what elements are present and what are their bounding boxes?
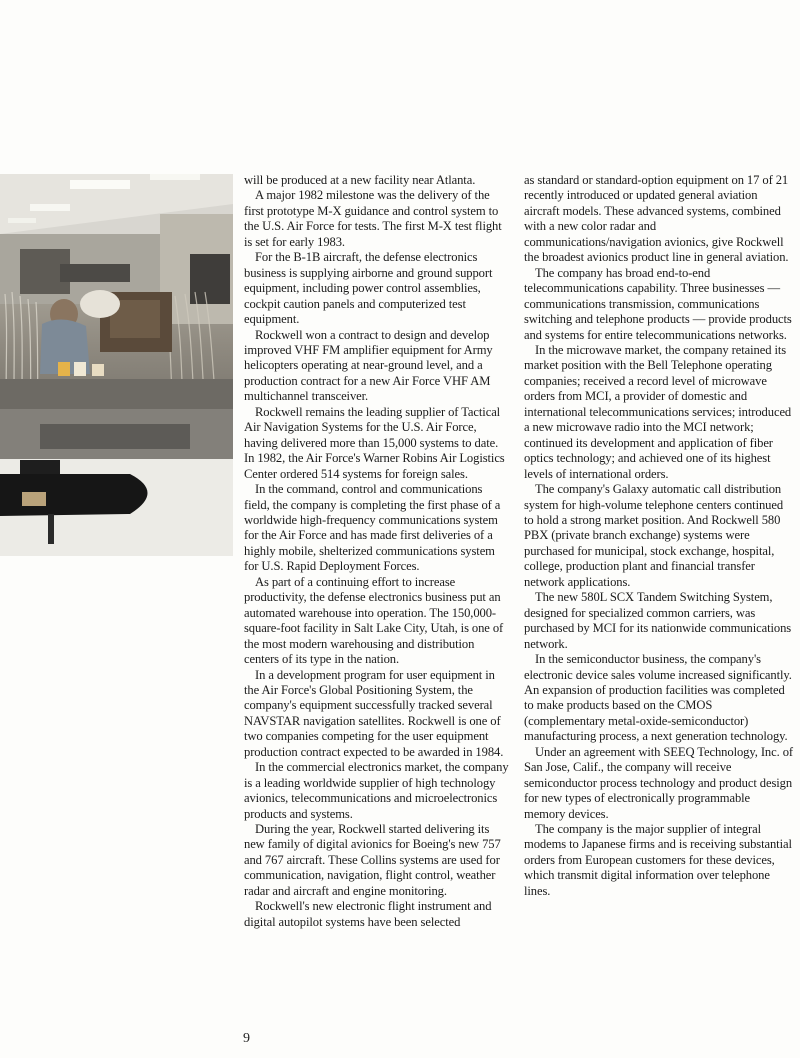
paragraph: In a development program for user equipment in the Air Force's Global Positioning System, the company's equipment successfully tracked several NAVSTAR navigation satellites. Rockwell is one of two companies competing for the user equipment production contract expected to be awarded in 1984. (244, 667, 504, 759)
paragraph: Rockwell won a contract to design and develop improved VHF FM amplifier equipment for Army helicopters operating at near-ground level, and a production contract for a new Air Force VHF AM multichannel transceiver. (244, 327, 493, 404)
paragraph: The company is the major supplier of integral modems to Japanese firms and is receiving substantial orders from European customers for these devices, which transmit digital information over telephone lines. (524, 822, 792, 898)
paragraph: In the semiconductor business, the company's electronic device sales volume increased significantly. An expansion of production facilities was completed to make products based on the CMOS (complementary metal-oxide-semiconductor) manufacturing process, a next generation technology. (524, 652, 792, 744)
paragraph: as standard or standard-option equipment on 17 of 21 recently introduced or updated general aviation aircraft models. These advanced systems, combined with a new color radar and communications/navigation avionics, give Rockwell the broadest avionics product line in general aviation. (524, 173, 789, 265)
paragraph: The new 580L SCX Tandem Switching System, designed for specialized common carriers, was purchased by MCI for its nationwide communications network. (524, 590, 792, 651)
paragraph: Rockwell's new electronic flight instrument and digital autopilot systems have been selected (244, 899, 492, 929)
paragraph: In the command, control and communications field, the company is completing the first phase of a worldwide high-frequency communications system for the Air Force and has made first deliveries of a highly mobile, shelterized communications system for U.S. Rapid Deployment Forces. (244, 482, 501, 574)
paragraph: The company's Galaxy automatic call distribution system for high-volume telephone centers continued to hold a strong market position. And Rockwell 580 PBX (private branch exchange) systems were purchased for municipal, stock exchange, hospital, college, production plant and financial transfer network applications. (524, 482, 784, 589)
paragraph: During the year, Rockwell started delivering its new family of digital avionics for Boeing's new 757 and 767 aircraft. These Collins systems are used for communication, navigation, flight control, weather radar and aircraft and engine monitoring. (244, 822, 501, 898)
page-number: 9 (243, 1031, 250, 1046)
paragraph: In the microwave market, the company retained its market position with the Bell Telephone operating companies; received a record level of microwave orders from MCI, a provider of domestic and international telecommunications services; introduced a new microwave radio into the MCI network; continued its development and application of fiber optics technology; and achieved one of its highest levels of international orders. (524, 342, 792, 481)
text-column-right (524, 173, 794, 899)
factory-photo (0, 174, 233, 556)
paragraph: As part of a continuing effort to increase productivity, the defense electronics business put an automated warehouse into operation. The 150,000-square-foot facility in Salt Lake City, Utah, is one of the most modern warehousing and distribution centers of its type in the nation. (244, 574, 504, 667)
paragraph: Under an agreement with SEEQ Technology, Inc. of San Jose, Calif., the company will receive semiconductor process technology and product design for new types of electronically programmable memory devices. (524, 744, 794, 821)
paragraph: In the commercial electronics market, the company is a leading worldwide supplier of high technology avionics, telecommunications and microelectronics products and systems. (244, 760, 509, 821)
paragraph: For the B-1B aircraft, the defense electronics business is supplying airborne and ground support equipment, including power control assemblies, cockpit caution panels and computerized test equipment. (244, 250, 493, 327)
paragraph: A major 1982 milestone was the delivery of the first prototype M-X guidance and control system to the U.S. Air Force for tests. The first M-X test flight is set for early 1983. (244, 188, 502, 249)
paragraph: Rockwell remains the leading supplier of Tactical Air Navigation Systems for the U.S. Air Force, having delivered more than 15,000 systems to date. In 1982, the Air Force's Warner Robins Air Logistics Center ordered 514 systems for foreign sales. (244, 404, 505, 481)
paragraph: will be produced at a new facility near Atlanta. (244, 173, 476, 187)
paragraph: The company has broad end-to-end telecommunications capability. Three businesses — communications transmission, communications switching and telephone products — provide products and systems for entire telecommunications networks. (524, 265, 792, 342)
text-column-left (244, 173, 510, 930)
